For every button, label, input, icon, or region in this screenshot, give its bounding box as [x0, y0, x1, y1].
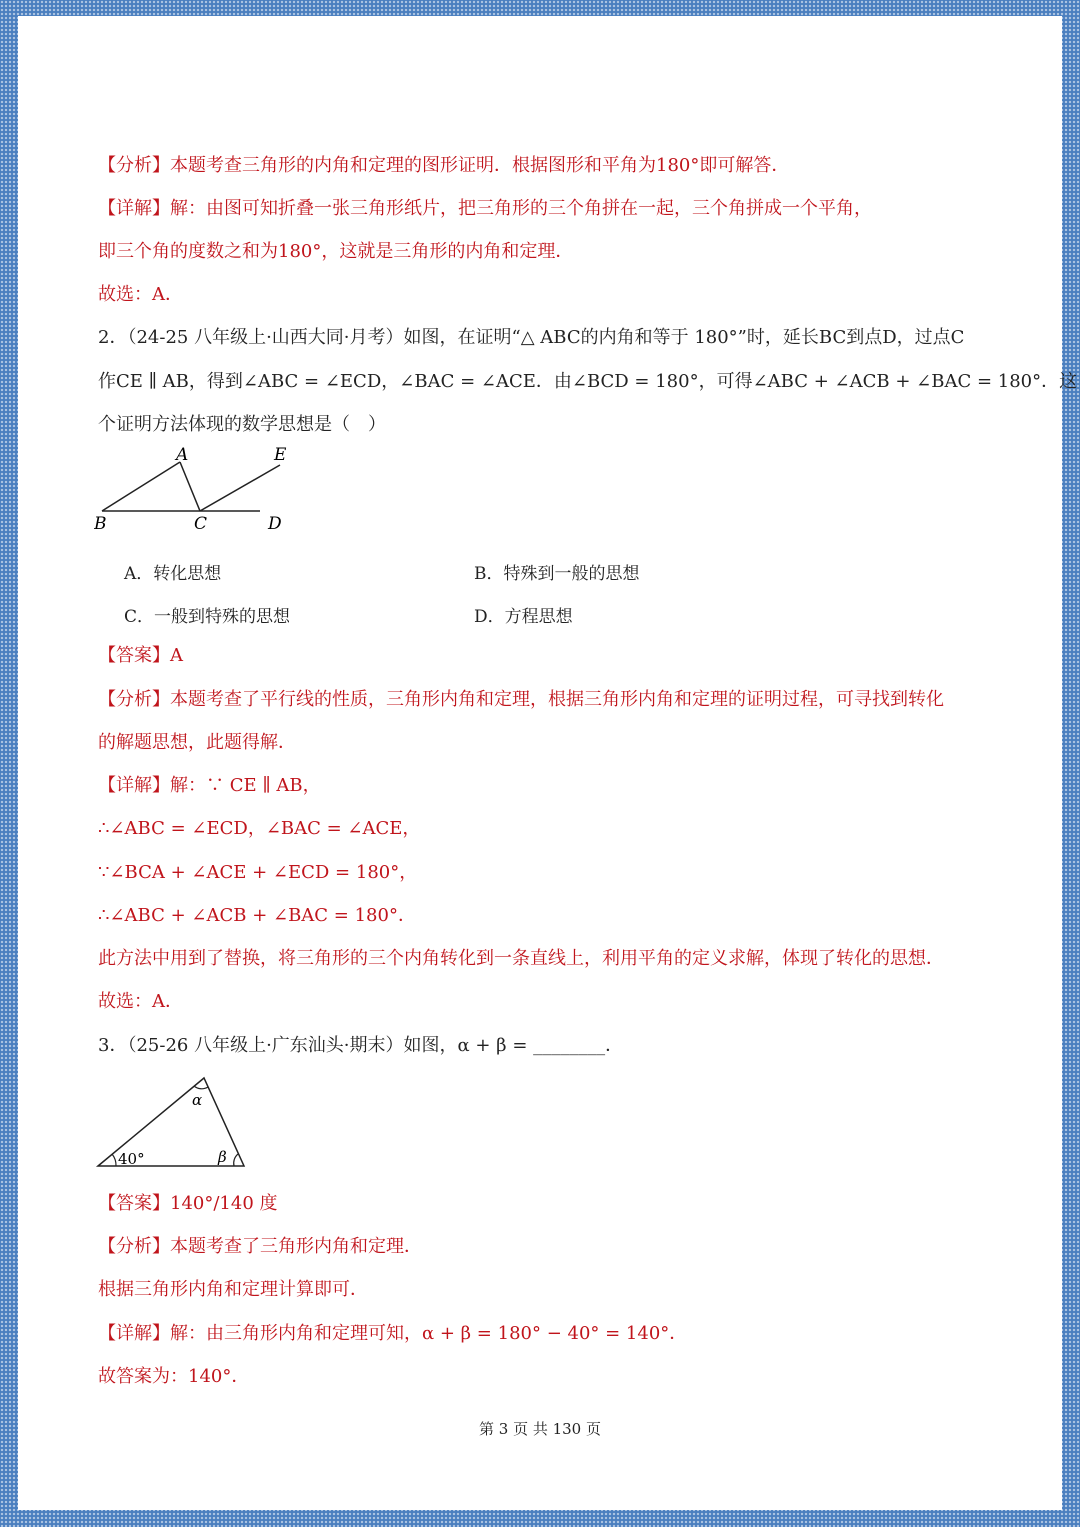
beta-label: β	[218, 1148, 227, 1166]
detail-q2-5: 此方法中用到了替换，将三角形的三个内角转化到一条直线上，利用平角的定义求解，体现了转化的思想．	[98, 948, 944, 969]
analysis-q2: 【分析】本题考查了平行线的性质，三角形内角和定理，根据三角形内角和定理的证明过程，可寻找到转化	[98, 689, 944, 710]
document-page	[18, 16, 1078, 1510]
question-3: 3．（25-26 八年级上·广东汕头·期末）如图，α + β = ________．	[98, 1035, 624, 1056]
question-2-line1: 2．（24-25 八年级上·山西大同·月考）如图，在证明“△ ABC的内角和等于 180°”时，延长BC到点D，过点C	[98, 327, 965, 348]
choice-q1: 故选：A．	[98, 284, 183, 305]
choice-q2: 故选：A．	[98, 991, 183, 1012]
option-d: D．方程思想	[474, 607, 573, 627]
option-c: C．一般到特殊的思想	[124, 607, 291, 627]
figure-triangle-abc-extended	[94, 444, 314, 534]
detail-q2-2: ∴∠ABC = ∠ECD，∠BAC = ∠ACE，	[98, 818, 421, 839]
analysis-q1: 【分析】本题考查三角形的内角和定理的图形证明．根据图形和平角为180°即可解答．	[98, 155, 790, 176]
point-a-label: A	[176, 445, 189, 465]
detail-q3-result: 故答案为：140°．	[98, 1366, 250, 1387]
detail-q2-4: ∴∠ABC + ∠ACB + ∠BAC = 180°．	[98, 905, 416, 926]
question-2-line3: 个证明方法体现的数学思想是（ ）	[98, 414, 386, 435]
detail-q1: 【详解】解：由图可知折叠一张三角形纸片，把三角形的三个角拼在一起，三个角拼成一个平角，	[98, 198, 872, 219]
detail-q3: 【详解】解：由三角形内角和定理可知，α + β = 180° − 40° = 140°．	[98, 1323, 688, 1344]
point-e-label: E	[274, 445, 287, 465]
detail-q2-3: ∵∠BCA + ∠ACE + ∠ECD = 180°，	[98, 862, 418, 883]
point-c-label: C	[194, 514, 208, 534]
option-b: B．特殊到一般的思想	[474, 564, 640, 584]
alpha-label: α	[192, 1091, 203, 1109]
detail-q2-1: 【详解】解：∵ CE ∥ AB，	[98, 775, 321, 796]
answer-q2: 【答案】A	[98, 645, 183, 666]
analysis-q3: 【分析】本题考查了三角形内角和定理．	[98, 1236, 422, 1257]
question-2-line2: 作CE ∥ AB，得到∠ABC = ∠ECD，∠BAC = ∠ACE．由∠BCD = 180°，可得∠ABC + ∠ACB + ∠BAC = 180°．这	[98, 371, 1078, 392]
point-b-label: B	[94, 514, 107, 534]
angle-40-label: 40°	[118, 1150, 145, 1168]
point-d-label: D	[268, 514, 282, 534]
page-footer: 第 3 页 共 130 页	[478, 1420, 601, 1438]
answer-q3: 【答案】140°/140 度	[98, 1193, 278, 1214]
figure-triangle-alpha-beta	[94, 1072, 254, 1172]
analysis-q2-cont: 的解题思想，此题得解．	[98, 732, 296, 753]
option-a: A．转化思想	[124, 564, 222, 584]
detail-q1-cont: 即三个角的度数之和为180°，这就是三角形的内角和定理．	[98, 241, 574, 262]
analysis-q3-cont: 根据三角形内角和定理计算即可．	[98, 1279, 368, 1300]
